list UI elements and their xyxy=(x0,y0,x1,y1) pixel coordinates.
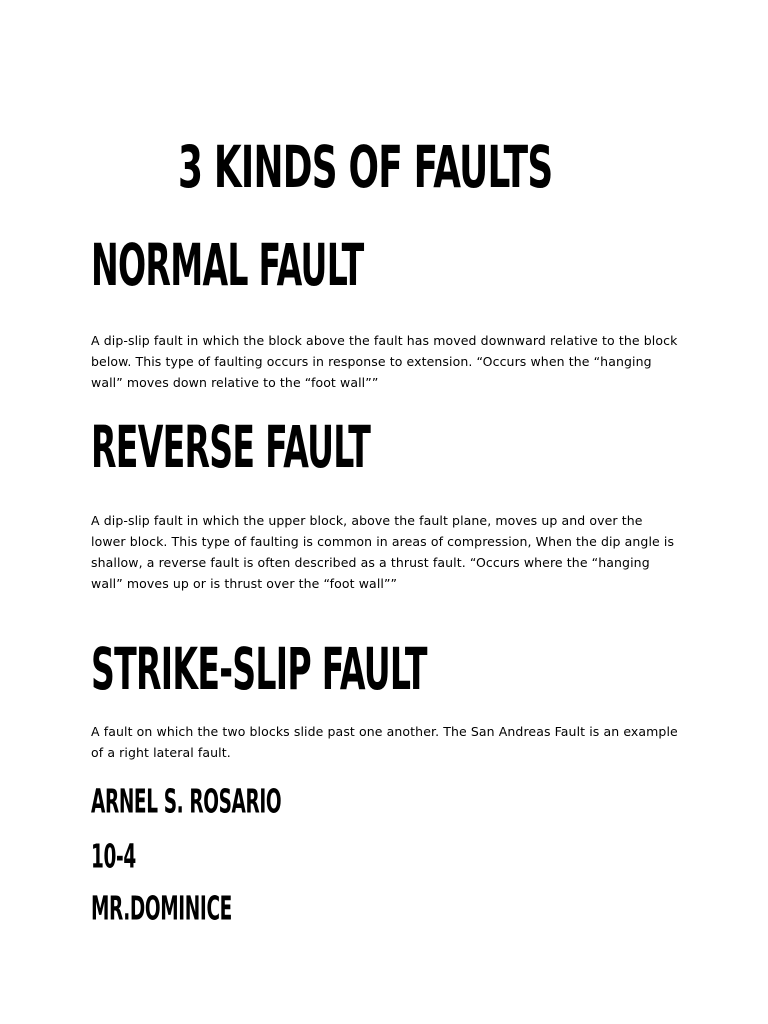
class-section: 10-4 xyxy=(91,837,136,876)
section-heading-normal-fault: NORMAL FAULT xyxy=(91,231,364,299)
section-heading-strike-slip-fault: STRIKE-SLIP FAULT xyxy=(91,635,427,703)
section-body-reverse-fault: A dip-slip fault in which the upper block, above the fault plane, moves up and over the lower block. This type of faulting is common in areas of compression, When the dip angle is shallow, a reverse fault is often described as a thrust fault. “Occurs where the “hanging wall” moves up or is thrust over the “foot wall”” xyxy=(91,513,675,591)
section-body-normal-fault: A dip-slip fault in which the block above the fault has moved downward relative to the block below. This type of faulting occurs in response to extension. “Occurs when the “hanging wall” moves down relative to the “foot wall”” xyxy=(91,333,678,390)
section-body-strike-slip-fault: A fault on which the two blocks slide past one another. The San Andreas Fault is an example of a right lateral fault. xyxy=(91,724,678,760)
section-heading-reverse-fault: REVERSE FAULT xyxy=(91,413,371,481)
document-title: 3 KINDS OF FAULTS xyxy=(178,133,553,201)
author-name: ARNEL S. ROSARIO xyxy=(91,782,282,821)
teacher-name: MR.DOMINICE xyxy=(91,889,232,928)
